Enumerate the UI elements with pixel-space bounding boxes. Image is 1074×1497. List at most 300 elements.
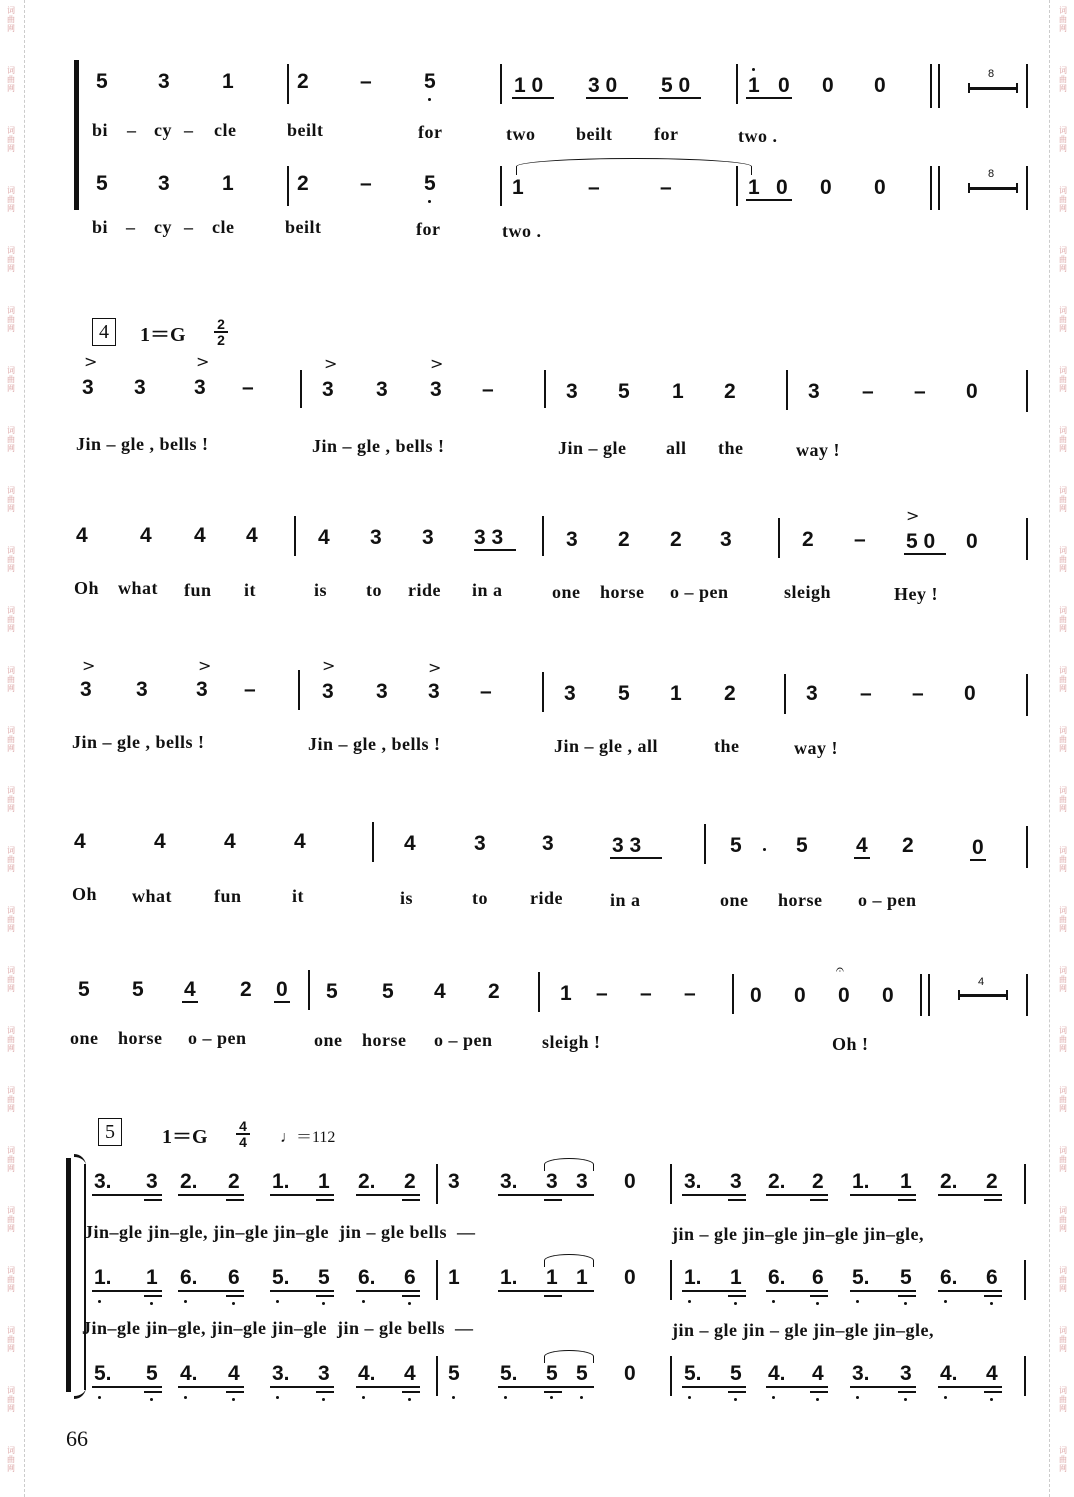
octave-dot-low <box>550 1396 553 1399</box>
note: 2 <box>802 528 814 551</box>
note: 3 <box>194 376 206 399</box>
lyric: horse <box>362 1030 407 1050</box>
note: 4 <box>184 978 196 1001</box>
lyric: beilt <box>285 217 322 237</box>
note: – <box>242 376 254 399</box>
note: 4 <box>246 524 258 547</box>
rhythm-line <box>728 1391 746 1393</box>
lyric: horse <box>778 890 823 910</box>
watermark-text: 词曲网 <box>1059 366 1067 393</box>
watermark-text: 词曲网 <box>1059 1386 1067 1413</box>
octave-dot-low <box>428 200 431 203</box>
note: 5 <box>576 1362 588 1385</box>
barline <box>786 370 788 410</box>
note: 4 <box>76 524 88 547</box>
note: 1 <box>672 380 684 403</box>
octave-dot-low <box>184 1396 187 1399</box>
note: 5 <box>730 1362 742 1385</box>
barline <box>436 1260 438 1300</box>
watermark-text: 词曲网 <box>1059 246 1067 273</box>
lyric: for <box>416 219 441 239</box>
note-pair: 1 0 <box>514 74 544 97</box>
note: 5 <box>318 1266 330 1289</box>
accent-mark: > <box>196 352 210 371</box>
note: 1 <box>448 1266 460 1289</box>
note: 4 <box>140 524 152 547</box>
rhythm-line <box>728 1199 746 1201</box>
note: 3 <box>158 172 170 195</box>
watermark-text: 词曲网 <box>1059 546 1067 573</box>
octave-dot-low <box>232 1302 235 1305</box>
note: 3. <box>272 1362 290 1385</box>
barline <box>436 1164 438 1204</box>
lyric: beilt <box>576 124 613 144</box>
lyric: one <box>70 1028 99 1048</box>
lyric: – <box>184 217 194 237</box>
multi-measure-rest <box>958 990 1008 1000</box>
lyric: bi <box>92 120 109 140</box>
time-signature <box>236 1120 250 1148</box>
octave-dot-low <box>734 1302 737 1305</box>
octave-dot-low <box>904 1302 907 1305</box>
watermark-text: 词曲网 <box>7 1326 15 1353</box>
note: – <box>914 380 926 403</box>
note: 0 <box>750 984 762 1007</box>
accent-mark: > <box>322 656 336 675</box>
page-number: 66 <box>66 1426 88 1451</box>
note: 3 <box>370 526 382 549</box>
note: 0 <box>882 984 894 1007</box>
lyric: – <box>184 120 194 140</box>
lyric: fun <box>184 580 212 600</box>
note: 4. <box>358 1362 376 1385</box>
rhythm-line <box>226 1391 244 1393</box>
accent-mark: > <box>324 354 338 373</box>
watermark-text: 词曲网 <box>1059 1326 1067 1353</box>
lyric: ride <box>408 580 441 600</box>
note: – <box>854 528 866 551</box>
octave-dot-low <box>772 1300 775 1303</box>
note: – <box>480 680 492 703</box>
note: 2 <box>297 172 309 195</box>
note: 0 <box>972 836 984 859</box>
note: 3 <box>134 376 146 399</box>
lyric: cle <box>212 217 235 237</box>
lyric: all <box>666 438 687 458</box>
note: 3 <box>546 1170 558 1193</box>
octave-dot-low <box>276 1396 279 1399</box>
lyric: it <box>244 580 256 600</box>
rhythm-line <box>402 1295 420 1297</box>
rehearsal-mark: 4 <box>92 318 116 346</box>
note: 2 <box>812 1170 824 1193</box>
barline <box>542 516 544 556</box>
note: 5. <box>94 1362 112 1385</box>
lyric: sleigh ! <box>542 1032 601 1052</box>
lyric: Jin – gle , bells ! <box>308 734 441 754</box>
note: 5 <box>796 834 808 857</box>
octave-dot-low <box>816 1398 819 1401</box>
rhythm-line <box>144 1391 162 1393</box>
note: 5 <box>448 1362 460 1385</box>
rhythm-line <box>356 1290 420 1292</box>
watermark-text: 词曲网 <box>1059 1146 1067 1173</box>
barline <box>538 972 540 1012</box>
note: 5 <box>618 380 630 403</box>
lyric: ride <box>530 888 563 908</box>
barline <box>670 1260 672 1300</box>
lyric: Hey ! <box>894 584 938 604</box>
note: 0 <box>624 1170 636 1193</box>
note: 5. <box>852 1266 870 1289</box>
watermark-text: 词曲网 <box>1059 906 1067 933</box>
lyric: to <box>366 580 382 600</box>
watermark-text: 词曲网 <box>1059 186 1067 213</box>
note: 4 <box>986 1362 998 1385</box>
double-barline <box>930 166 940 210</box>
note: – <box>912 682 924 705</box>
fermata-icon: 𝄐 <box>836 962 844 978</box>
underline <box>586 97 628 99</box>
note: 1 <box>222 172 234 195</box>
note: 2 <box>488 980 500 1003</box>
octave-dot-low <box>184 1300 187 1303</box>
rhythm-line <box>178 1386 244 1388</box>
lyric: what <box>132 886 173 906</box>
note: 2 <box>228 1170 240 1193</box>
barline <box>704 824 706 864</box>
barline <box>1026 518 1028 560</box>
rhythm-line <box>898 1199 916 1201</box>
watermark-text: 词曲网 <box>1059 606 1067 633</box>
rhythm-line <box>850 1290 916 1292</box>
octave-dot-low <box>362 1300 365 1303</box>
note: 5. <box>684 1362 702 1385</box>
note: 0 <box>624 1362 636 1385</box>
rhythm-line <box>984 1391 1002 1393</box>
note: 1 <box>748 74 760 97</box>
accent-mark: > <box>430 354 444 373</box>
note: 5 <box>132 978 144 1001</box>
note: 4 <box>318 526 330 549</box>
note: 3 <box>422 526 434 549</box>
barline <box>372 822 374 862</box>
note: 4 <box>74 830 86 853</box>
barline <box>670 1356 672 1396</box>
barline <box>308 970 310 1010</box>
note: 4 <box>812 1362 824 1385</box>
underline <box>854 857 870 859</box>
octave-dot-low <box>322 1302 325 1305</box>
note: 3 <box>566 380 578 403</box>
barline <box>1024 1164 1026 1204</box>
note: 3. <box>684 1170 702 1193</box>
lyric: cy <box>154 217 172 237</box>
watermark-text: 词曲网 <box>7 1386 15 1413</box>
rhythm-line <box>316 1391 334 1393</box>
lyric-line: jin – gle jin – gle jin–gle jin–gle, <box>672 1320 934 1340</box>
lyric: is <box>400 888 414 908</box>
note: 4 <box>224 830 236 853</box>
rhythm-line <box>270 1290 334 1292</box>
watermark-text: 词曲网 <box>7 966 15 993</box>
note: – <box>360 70 372 93</box>
barline <box>500 166 502 206</box>
watermark-text: 词曲网 <box>7 546 15 573</box>
note: 0 <box>820 176 832 199</box>
time-signature <box>214 318 228 346</box>
note: 5 <box>424 70 436 93</box>
underline <box>182 1001 198 1003</box>
barline <box>298 670 300 710</box>
octave-dot-high <box>752 68 755 71</box>
octave-dot-low <box>150 1302 153 1305</box>
rhythm-line <box>92 1194 162 1196</box>
note: 4 <box>228 1362 240 1385</box>
system-bracket <box>66 1158 75 1392</box>
rhythm-line <box>226 1295 244 1297</box>
note: 6. <box>358 1266 376 1289</box>
barline <box>1026 370 1028 412</box>
note: – <box>640 982 652 1005</box>
lyric: horse <box>600 582 645 602</box>
lyric-line: Jin–gle jin–gle, jin–gle jin–gle jin – gle bells — <box>82 1318 474 1338</box>
octave-dot-low <box>688 1300 691 1303</box>
lyric: is <box>314 580 328 600</box>
time-bottom: 4 <box>239 1134 247 1150</box>
barline <box>1026 674 1028 716</box>
note: 6 <box>812 1266 824 1289</box>
barline <box>1024 1356 1026 1396</box>
note: 3 <box>376 680 388 703</box>
underline <box>274 1001 290 1003</box>
note: 1 <box>222 70 234 93</box>
note: 1. <box>684 1266 702 1289</box>
watermark-text: 词曲网 <box>7 606 15 633</box>
watermark-text: 词曲网 <box>7 1266 15 1293</box>
barline <box>736 64 738 104</box>
barline <box>670 1164 672 1204</box>
rhythm-line <box>682 1386 746 1388</box>
note: 3 <box>808 380 820 403</box>
note-pair: 3 0 <box>588 74 618 97</box>
octave-dot-low <box>816 1302 819 1305</box>
rhythm-line <box>938 1386 1002 1388</box>
note: 4 <box>404 832 416 855</box>
lyric: the <box>718 438 744 458</box>
lyric: Oh <box>72 884 98 904</box>
lyric: Oh <box>74 578 100 598</box>
rest-count: 8 <box>987 68 995 80</box>
note: 4. <box>940 1362 958 1385</box>
barline <box>1024 1260 1026 1300</box>
note: 4 <box>434 980 446 1003</box>
octave-dot-low <box>408 1398 411 1401</box>
note: 3 <box>430 378 442 401</box>
lyric: it <box>292 886 304 906</box>
rhythm-line <box>898 1391 916 1393</box>
lyric: Jin – gle , bells ! <box>76 434 209 454</box>
watermark-text: 词曲网 <box>7 666 15 693</box>
note: 3 <box>474 832 486 855</box>
note: 3 <box>376 378 388 401</box>
rhythm-line <box>316 1199 334 1201</box>
rhythm-line <box>850 1386 916 1388</box>
note: 4 <box>294 830 306 853</box>
lyric: bi <box>92 217 109 237</box>
lyric: two . <box>738 126 778 146</box>
note: – <box>482 378 494 401</box>
note: 0 <box>794 984 806 1007</box>
note: 1 <box>670 682 682 705</box>
watermark-text: 词曲网 <box>7 426 15 453</box>
rhythm-line <box>402 1199 420 1201</box>
tie <box>544 1158 594 1171</box>
lyric: – <box>126 217 136 237</box>
note: 3 <box>566 528 578 551</box>
rehearsal-mark: 5 <box>98 1118 122 1146</box>
note: 2. <box>358 1170 376 1193</box>
double-barline <box>920 974 930 1016</box>
barline <box>287 166 289 206</box>
underline <box>659 97 701 99</box>
note: 2. <box>180 1170 198 1193</box>
note: 2 <box>986 1170 998 1193</box>
note: 0 <box>778 74 790 97</box>
note: 1. <box>500 1266 518 1289</box>
dot-mark <box>763 848 766 851</box>
octave-dot-low <box>990 1398 993 1401</box>
octave-dot-low <box>362 1396 365 1399</box>
rhythm-line <box>178 1194 244 1196</box>
note: 2 <box>724 380 736 403</box>
octave-dot-low <box>944 1396 947 1399</box>
octave-dot-low <box>580 1396 583 1399</box>
rhythm-line <box>728 1295 746 1297</box>
lyric: Oh ! <box>832 1034 869 1054</box>
lyric: two <box>506 124 536 144</box>
lyric: for <box>654 124 679 144</box>
barline <box>542 672 544 712</box>
rhythm-line <box>544 1391 562 1393</box>
accent-mark: > <box>906 506 920 525</box>
note: 3 <box>720 528 732 551</box>
watermark-text: 词曲网 <box>7 306 15 333</box>
note: 6. <box>940 1266 958 1289</box>
lyric: one <box>552 582 581 602</box>
watermark-text: 词曲网 <box>1059 846 1067 873</box>
note: 4 <box>154 830 166 853</box>
note: 2 <box>670 528 682 551</box>
accent-mark: > <box>82 656 96 675</box>
note: 0 <box>874 74 886 97</box>
lyric: in a <box>610 890 641 910</box>
note: 0 <box>276 978 288 1001</box>
note: 3 <box>542 832 554 855</box>
underline <box>746 199 792 201</box>
note: 1 <box>900 1170 912 1193</box>
watermark-text: 词曲网 <box>1059 666 1067 693</box>
lyric: Jin – gle , all <box>554 736 659 756</box>
lyric: o – pen <box>188 1028 247 1048</box>
octave-dot-low <box>276 1300 279 1303</box>
note: – <box>660 176 672 199</box>
note: 3. <box>94 1170 112 1193</box>
note: 2 <box>618 528 630 551</box>
watermark-text: 词曲网 <box>7 786 15 813</box>
watermark-text: 词曲网 <box>7 846 15 873</box>
note: 1 <box>748 176 760 199</box>
rhythm-line <box>810 1199 828 1201</box>
barline <box>1026 826 1028 868</box>
note: 3 <box>136 678 148 701</box>
octave-dot-low <box>98 1396 101 1399</box>
lyric: one <box>720 890 749 910</box>
rest-count: 8 <box>987 168 995 180</box>
note: 3 <box>82 376 94 399</box>
note: 4 <box>404 1362 416 1385</box>
barline <box>778 518 780 558</box>
watermark-text: 词曲网 <box>7 126 15 153</box>
rhythm-line <box>144 1199 162 1201</box>
note: 3 <box>318 1362 330 1385</box>
watermark-text: 词曲网 <box>7 1446 15 1473</box>
watermark-text: 词曲网 <box>7 1026 15 1053</box>
note: 1 <box>730 1266 742 1289</box>
octave-dot-low <box>734 1398 737 1401</box>
note: 2 <box>404 1170 416 1193</box>
watermark-text: 词曲网 <box>7 246 15 273</box>
underline <box>474 549 516 551</box>
lyric: two . <box>502 221 542 241</box>
note: – <box>588 176 600 199</box>
rhythm-line <box>498 1386 594 1388</box>
rhythm-line <box>402 1391 420 1393</box>
rhythm-line <box>498 1194 594 1196</box>
note: 0 <box>822 74 834 97</box>
lyric: what <box>118 578 159 598</box>
watermark-text: 词曲网 <box>7 66 15 93</box>
watermark-text: 词曲网 <box>1059 966 1067 993</box>
tempo-marking: ♩＝112 <box>280 1129 336 1146</box>
barline <box>544 370 546 408</box>
note: 3 <box>80 678 92 701</box>
note: 1 <box>546 1266 558 1289</box>
rhythm-line <box>144 1295 162 1297</box>
rhythm-line <box>356 1386 420 1388</box>
rhythm-line <box>682 1194 746 1196</box>
barline <box>294 516 296 556</box>
rest-count: 4 <box>977 976 985 988</box>
note: 6 <box>404 1266 416 1289</box>
lyric: fun <box>214 886 242 906</box>
note: 5 <box>424 172 436 195</box>
note: 4. <box>768 1362 786 1385</box>
double-barline <box>930 64 940 108</box>
lyric: for <box>418 122 443 142</box>
rhythm-line <box>92 1386 162 1388</box>
note: 5 <box>546 1362 558 1385</box>
note-pair: 3 3 <box>612 834 642 857</box>
time-top: 2 <box>217 316 225 332</box>
note: – <box>360 172 372 195</box>
note: 3 <box>196 678 208 701</box>
lyric: the <box>714 736 740 756</box>
rhythm-line <box>682 1290 746 1292</box>
watermark-text: 词曲网 <box>7 486 15 513</box>
watermark-text: 词曲网 <box>7 1146 15 1173</box>
note-pair: 5 0 <box>661 74 691 97</box>
